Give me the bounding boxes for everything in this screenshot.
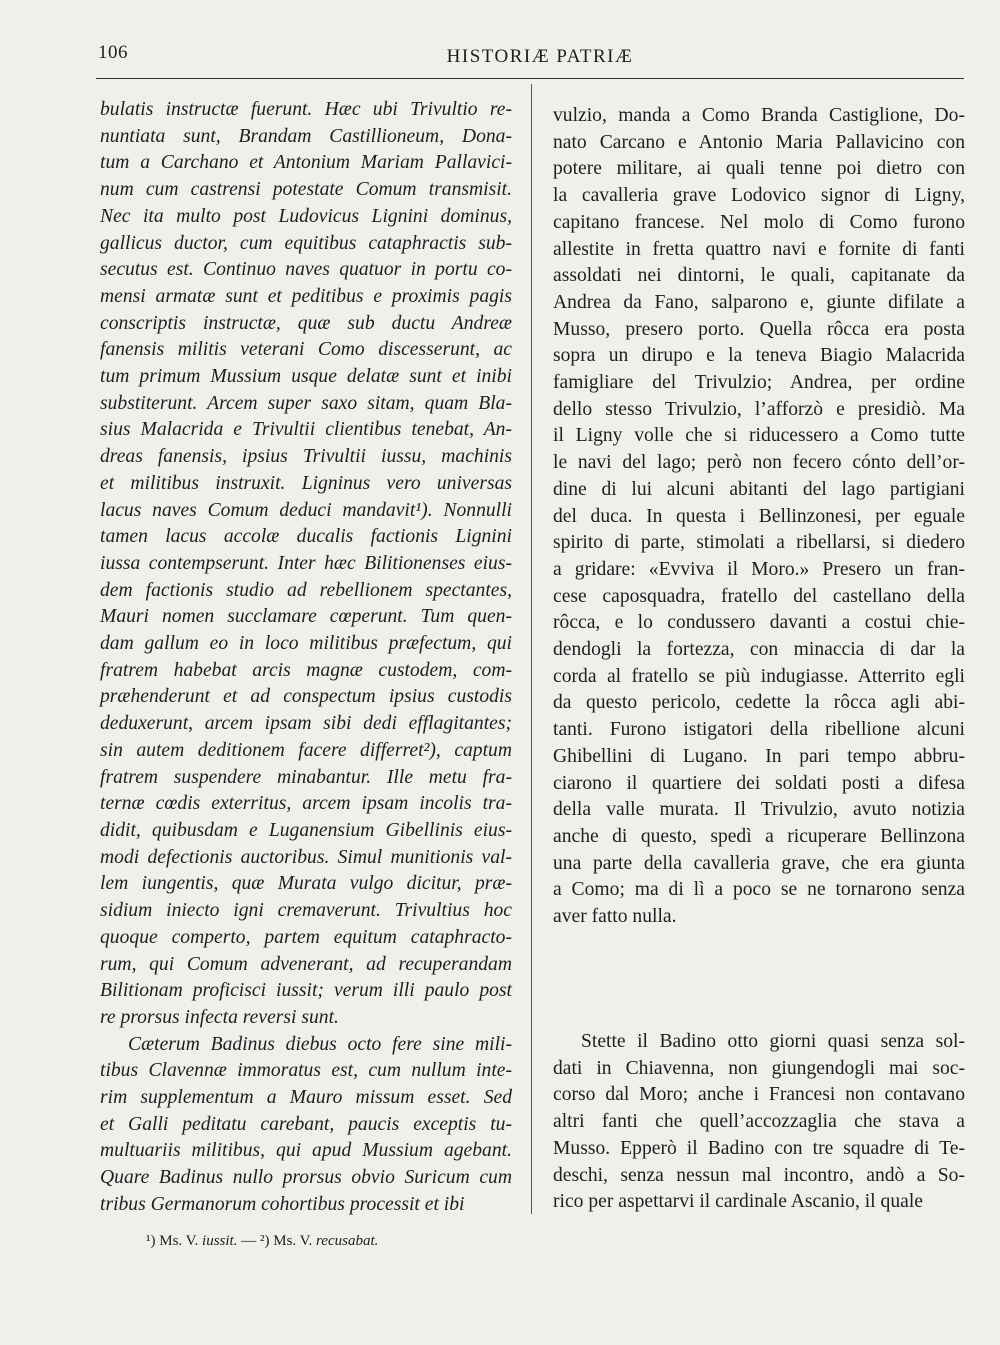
text-line: del duca. In questa i Bellinzonesi, per eguale (553, 505, 965, 527)
text-line: fratrem suspendere minabantur. Ille metu fra- (100, 766, 512, 788)
text-line: rico per aspettarvi il cardinale Ascanio, il quale (553, 1191, 923, 1213)
text-line: dello stesso Trivulzio, l’afforzò e presidiò. Ma (553, 398, 965, 420)
text-line: assoldati nei dintorni, le quali, capitanate da (553, 265, 965, 287)
text-line: sius Malacrida e Trivultii clientibus tenebat, An- (100, 419, 512, 441)
text-line: una parte della cavalleria grave, che era giunta (553, 852, 965, 874)
text-line: sopra un dirupo e la teneva Biagio Malacrida (553, 345, 965, 367)
text-line: dine di lui alcuni abitanti del lago partigiani (553, 478, 965, 500)
text-line: fanensis militis veterani Como discesserunt, ac (100, 339, 512, 361)
footnote-1-text: iussit. (202, 1233, 238, 1249)
text-line: nato Carcano e Antonio Maria Pallavicino con (553, 131, 965, 153)
text-line: lem iungentis, quæ Murata vulgo dicitur, præ- (100, 873, 512, 895)
text-line: gallicus ductor, cum equitibus cataphractis sub- (100, 232, 512, 254)
text-line: tamen lacus accolæ ducalis factionis Lignini (100, 526, 512, 548)
text-line: lacus naves Comum deduci mandavit¹). Nonnulli (100, 499, 512, 521)
text-line: sidium iniecto igni cremaverunt. Trivultius hoc (100, 900, 512, 922)
text-line: dati in Chiavenna, non giungendogli mai soc- (553, 1057, 965, 1079)
footnote-2-mark: ²) Ms. V. (259, 1233, 313, 1249)
text-line: tum primum Mussium usque delatæ sunt et inibi (100, 366, 512, 388)
text-line: mensi armatæ sunt et peditibus e proximis pagis (100, 285, 512, 307)
text-line: altri fanti che quell’accozzaglia che stava a (553, 1111, 965, 1133)
page-number: 106 (98, 42, 128, 63)
column-divider (531, 84, 532, 1214)
text-line: Bilitionam proficisci iussit; verum illi paulo post (100, 980, 512, 1002)
text-line: tum a Carchano et Antonium Mariam Pallavici- (100, 152, 512, 174)
text-line: Cæterum Badinus diebus octo fere sine mili- (128, 1033, 512, 1055)
text-line: Nec ita multo post Ludovicus Lignini dominus, (100, 205, 512, 227)
italian-column-bottom (553, 1029, 965, 1216)
text-line: aver fatto nulla. (553, 906, 677, 928)
text-line: corso dal Moro; anche i Francesi non contavano (553, 1084, 965, 1106)
text-line: dem factionis studio ad rebellionem spectantes, (100, 579, 512, 601)
text-line: nuntiata sunt, Brandam Castillioneum, Dona- (100, 125, 512, 147)
text-line: le navi del lago; però non fecero cónto dell’or- (553, 452, 965, 474)
text-line: præhenderunt et ad conspectum ipsius custodis (100, 686, 512, 708)
text-line: substiterunt. Arcem super saxo sitam, quam Bla- (100, 392, 512, 414)
text-line: tibus Clavennæ immoratus est, cum nullum inte- (100, 1060, 512, 1082)
footnotes (146, 1233, 378, 1250)
text-line: rôcca, e lo condussero davanti a costui chie- (553, 612, 965, 634)
text-line: cese caposquadra, fratello del castellano della (553, 585, 965, 607)
text-line: a gridare: «Evviva il Moro.» Presero un fran- (553, 558, 965, 580)
text-line: didit, quibusdam e Luganensium Gibellinis eius- (100, 819, 512, 841)
text-line: iussa contempserunt. Inter hæc Bilitionenses eius- (100, 552, 512, 574)
text-line: conscriptis instructæ, quæ sub ductu Andreæ (100, 312, 512, 334)
header-rule (96, 78, 964, 79)
text-line: tanti. Furono istigatori della ribellione alcuni (553, 719, 965, 741)
text-line: Musso, presero porto. Quella rôcca era posta (553, 318, 965, 340)
text-line: dam gallum eo in loco militibus præfectum, qui (100, 633, 512, 655)
text-line: Mauri nomen succlamare cœperunt. Tum quen- (100, 606, 512, 628)
text-line: della valle murata. Il Trivulzio, avuto notizia (553, 799, 965, 821)
text-line: Ghibellini di Lugano. In pari tempo abbru- (553, 745, 965, 767)
text-line: anche di questo, spedì a ricuperare Bellinzona (553, 825, 965, 847)
text-line: la cavalleria grave Lodovico signor di Ligny, (553, 185, 965, 207)
text-line: modi defectionis auctoribus. Simul munitionis val- (100, 846, 512, 868)
text-line: secutus est. Continuo naves quatuor in portu co- (100, 259, 512, 281)
text-line: quoque comperto, partem equitum cataphracto- (100, 926, 512, 948)
text-line: Andrea da Fano, salparono e, giunte difilate a (553, 291, 965, 313)
footnote-2-text: recusabat. (316, 1233, 379, 1249)
text-line: num cum castrensi potestate Comum transmisit. (100, 179, 512, 201)
text-line: sin autem deditionem facere differret²), captum (100, 739, 512, 761)
text-line: a Como; ma di lì a poco se ne tornarono senza (553, 879, 965, 901)
text-line: capitano francese. Nel molo di Como furono (553, 211, 965, 233)
text-line: multuariis militibus, qui apud Mussium agebant. (100, 1140, 512, 1162)
text-line: allestite in fretta quattro navi e fornite di fanti (553, 238, 965, 260)
text-line: et militibus instruxit. Ligninus vero universas (100, 472, 512, 494)
text-line: famigliare del Trivulzio; Andrea, per ordine (553, 372, 965, 394)
footnote-1-mark: ¹) Ms. V. (146, 1233, 199, 1249)
text-line: potere militare, ai quali tenne poi dietro con (553, 158, 965, 180)
text-line: vulzio, manda a Como Branda Castiglione, Do- (553, 105, 965, 126)
footnote-separator: — (241, 1233, 257, 1249)
text-line: deduxerunt, arcem ipsam sibi dedi efflagitantes; (100, 713, 512, 735)
text-line: corda al fratello se più indugiasse. Atterrito egli (553, 665, 965, 687)
text-line: da questo pericolo, cedette la rôcca agli abi- (553, 692, 965, 714)
text-line: il Ligny volle che si riducessero a Como tutte (553, 425, 965, 447)
text-line: et Galli peditatu carebant, paucis exceptis tu- (100, 1113, 512, 1135)
text-line: re prorsus infecta reversi sunt. (100, 1006, 339, 1028)
italian-column-top (553, 103, 965, 931)
text-line: rum, qui Comum advenerant, ad recuperandam (100, 953, 512, 975)
text-line: Quare Badinus nullo prorsus obvio Suricum cum (100, 1167, 512, 1189)
text-line: ternæ cœdis exterritus, arcem ipsam incolis tra- (100, 793, 512, 815)
text-line: rim supplementum a Mauro missum esset. Sed (100, 1087, 512, 1109)
text-line: tribus Germanorum cohortibus processit et ibi (100, 1193, 465, 1215)
text-line: dreas fanensis, ipsius Trivultii iussu, machinis (100, 446, 512, 468)
text-line: dendogli la fortezza, con minaccia di dar la (553, 639, 965, 661)
text-line: Stette il Badino otto giorni quasi senza sol- (581, 1031, 965, 1052)
latin-column (100, 97, 512, 1219)
text-line: spirito di parte, stimolati a ribellarsi, si diedero (553, 532, 965, 554)
running-title: HISTORIÆ PATRIÆ (446, 46, 634, 67)
text-line: Musso. Epperò il Badino con tre squadre di Te- (553, 1137, 965, 1159)
text-line: bulatis instructæ fuerunt. Hæc ubi Trivultio re- (100, 99, 512, 120)
text-line: ciarono il quartiere dei soldati posti a difesa (553, 772, 965, 794)
text-line: deschi, senza nessun mal incontro, andò a So- (553, 1164, 965, 1186)
text-line: fratrem habebat arcis magnæ custodem, com- (100, 659, 512, 681)
